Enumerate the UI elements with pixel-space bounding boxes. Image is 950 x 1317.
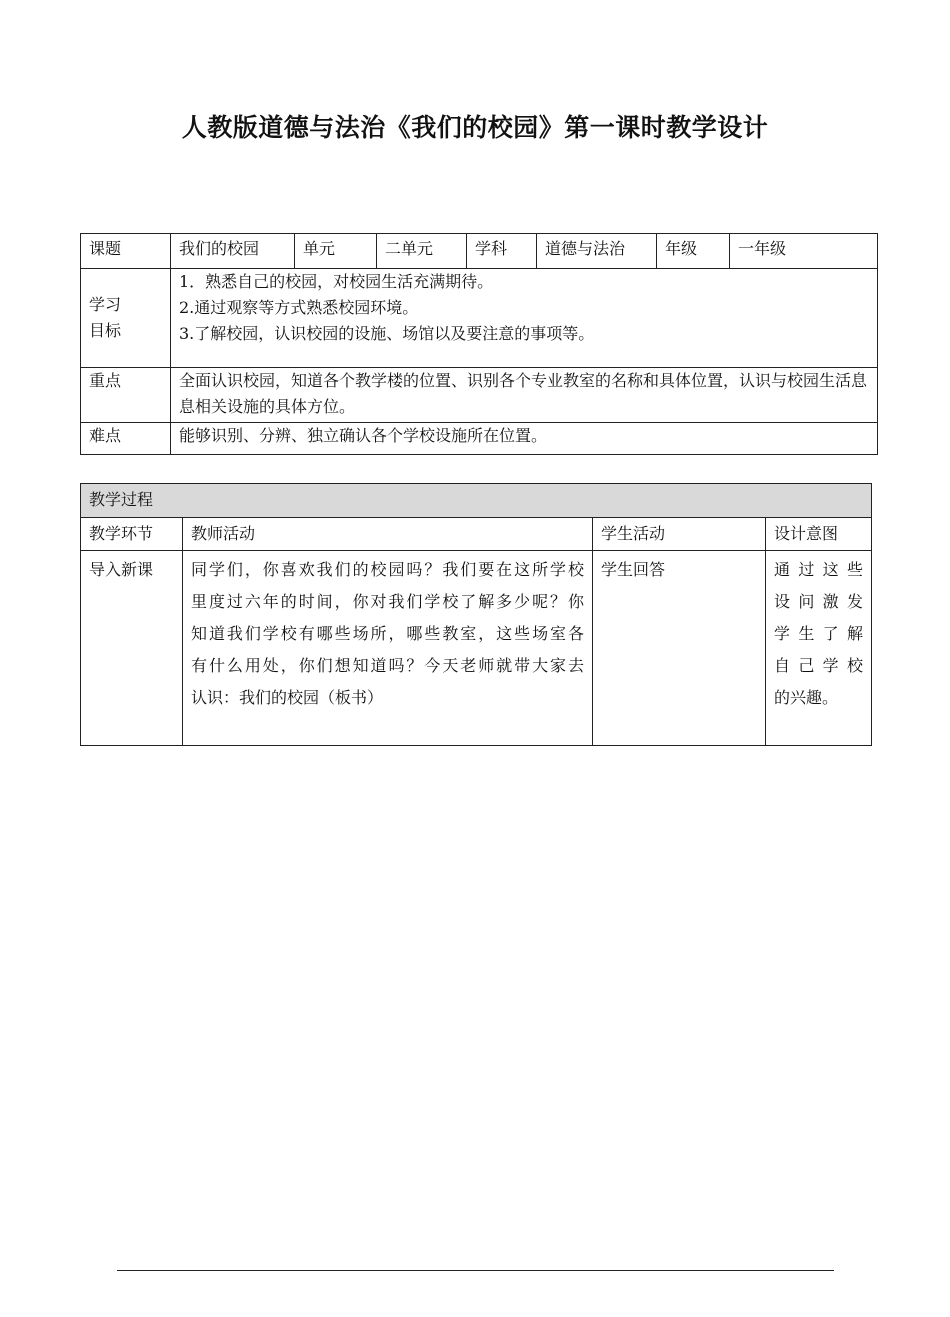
subject-value: 道德与法治: [537, 234, 657, 269]
design-intent-line: 设问激发: [774, 592, 864, 611]
header-design-intent: 设计意图: [766, 518, 872, 551]
teacher-activity-line: 知道我们学校有哪些场所，哪些教室，这些场室各: [191, 624, 584, 643]
grade-value: 一年级: [730, 234, 878, 269]
unit-label: 单元: [295, 234, 377, 269]
table-row: [81, 551, 872, 746]
goals-label: [81, 269, 171, 368]
key-points-row: [81, 368, 878, 423]
course-row: [81, 234, 878, 269]
header-teacher-activity: 教师活动: [183, 518, 593, 551]
difficulty-content: 能够识别、分辨、独立确认各个学校设施所在位置。: [171, 423, 878, 455]
course-value: 我们的校园: [171, 234, 295, 269]
process-header-row: [81, 518, 872, 551]
teacher-activity-line: 有什么用处，你们想知道吗？今天老师就带大家去: [191, 656, 584, 675]
subject-label: 学科: [467, 234, 537, 269]
difficulty-row: [81, 423, 878, 455]
teacher-activity-line: 里度过六年的时间，你对我们学校了解多少呢？你: [191, 592, 584, 611]
student-activity-cell: 学生回答: [593, 551, 766, 746]
goal-item: 3.了解校园，认识校园的设施、场馆以及要注意的事项等。: [179, 324, 595, 343]
design-intent-line: 的兴趣。: [774, 688, 839, 707]
key-points-content: 全面认识校园，知道各个教学楼的位置、识别各个专业教室的名称和具体位置，认识与校园生活息息相关设施的具体方位。: [171, 368, 878, 423]
process-section-title: 教学过程: [81, 484, 872, 518]
stage-cell: 导入新课: [81, 551, 183, 746]
teacher-activity-line: 认识：我们的校园（板书）: [191, 688, 384, 707]
goals-row: [81, 269, 878, 368]
course-label: 课题: [81, 234, 171, 269]
header-stage: 教学环节: [81, 518, 183, 551]
teaching-process-table: [80, 483, 872, 746]
goals-content: [171, 269, 878, 368]
goals-label-line-1: 学习: [89, 295, 122, 314]
goal-item: 1．熟悉自己的校园，对校园生活充满期待。: [179, 272, 494, 291]
difficulty-label: 难点: [81, 423, 171, 455]
footer-divider: [117, 1270, 834, 1271]
document-title: 人教版道德与法治《我们的校园》第一课时教学设计: [181, 113, 769, 142]
process-section-row: [81, 484, 872, 518]
unit-value: 二单元: [377, 234, 467, 269]
lesson-info-table: [80, 233, 878, 455]
teacher-activity-line: 同学们，你喜欢我们的校园吗？我们要在这所学校: [191, 560, 584, 579]
goals-label-line-2: 目标: [89, 321, 122, 340]
header-student-activity: 学生活动: [593, 518, 766, 551]
teacher-activity-cell: [183, 551, 593, 746]
design-intent-line: 学生了解: [774, 624, 864, 643]
grade-label: 年级: [657, 234, 730, 269]
design-intent-line: 通过这些: [774, 560, 864, 579]
design-intent-cell: [766, 551, 872, 746]
key-points-label: 重点: [81, 368, 171, 423]
design-intent-line: 自己学校: [774, 656, 864, 675]
goal-item: 2.通过观察等方式熟悉校园环境。: [179, 298, 419, 317]
